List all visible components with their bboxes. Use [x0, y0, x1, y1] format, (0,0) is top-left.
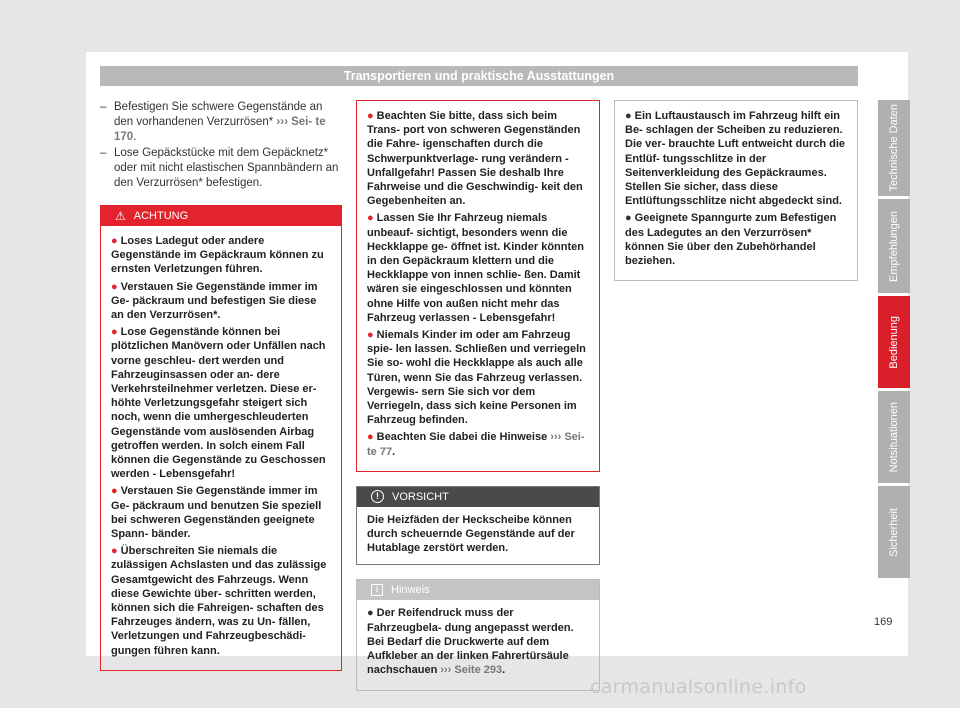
page-number: 169 [874, 616, 893, 628]
bullet-dot-icon: ● [367, 431, 374, 444]
tab-sicherheit[interactable] [878, 486, 910, 578]
bullet-text: Lassen Sie Ihr Fahrzeug niemals unbeauf- sichtigt, besonders wenn die Heckklappe ge- öffnet ist. Kinder könnten in den Gepäckraum klettern und die Heckklappe von innen schlie- ßen. Damit wären sie eingeschlossen und könnten ohne Hilfe von außen nicht mehr das Fahrzeug verlassen - Lebensgefahr! [367, 212, 584, 324]
caution-circle-icon: ! [371, 490, 384, 503]
page-reference-link[interactable]: ››› Sei- te 77 [367, 431, 585, 458]
bullet-dot-icon: ● [111, 235, 118, 247]
achtung-header [101, 206, 341, 226]
bullet-item [367, 606, 589, 677]
bullet-text: Der Reifendruck muss der Fahrzeugbela- dung angepasst werden. Bei Bedarf die Druckwerte auf dem Aufkleber an der linken Fahrertürsäule nachschauen [367, 607, 574, 677]
achtung-continued-box [356, 100, 600, 472]
bullet-tail: . [392, 445, 396, 458]
bullet-text: Ein Luftaustausch im Fahrzeug hilft ein Be- schlagen der Scheiben zu reduzieren. Die ver- brauchte Luft entweicht durch die Entlüf- tungsschlitze in der Seitenverkleidung des Gepäckraumes. Stellen Sie sicher, dass diese Entlüftungsschlitze nicht abgedeckt sind. [625, 110, 846, 208]
list-item [100, 146, 342, 191]
vorsicht-text: Die Heizfäden der Heckscheibe können durch scheuernde Gegenstände auf der Hutablage zerstört werden. [367, 513, 575, 555]
section-header: Transportieren und praktische Ausstattungen [100, 66, 858, 86]
hinweis-box [356, 579, 600, 690]
tab-label: Notsituationen [888, 401, 900, 473]
bullet-tail: . [502, 664, 506, 677]
tab-label: Empfehlungen [888, 210, 900, 282]
vorsicht-box [356, 486, 600, 566]
hinweis-continued-body [615, 101, 857, 280]
bullet-text: Loses Ladegut oder andere Gegenstände im Gepäckraum können zu ernsten Verletzungen führen. [111, 235, 324, 276]
list-item-text: Befestigen Sie schwere Gegenstände an den vorhandenen Verzurrösen* [114, 101, 323, 128]
chapter-tabs [878, 100, 910, 581]
bullet-dot-icon: ● [111, 545, 118, 558]
watermark: carmanualsonline.info [590, 676, 807, 698]
bullet-item [111, 544, 331, 658]
column-3 [614, 100, 858, 281]
page-reference-link[interactable]: ››› Seite 293 [440, 664, 503, 677]
tab-bedienung[interactable] [878, 296, 910, 388]
bullet-item [367, 109, 589, 208]
bullet-item [367, 328, 589, 427]
bullet-dot-icon: ● [625, 212, 632, 225]
page-reference-link[interactable]: ››› Sei- te 170 [114, 116, 326, 143]
bullet-item [625, 211, 847, 268]
warning-triangle-icon: ⚠ [115, 209, 126, 223]
achtung-body [101, 226, 341, 670]
list-item-text: Lose Gepäckstücke mit dem Gepäcknetz* oder mit nicht elastischen Spannbändern an den Verzurrösen* befestigen. [114, 147, 339, 189]
bullet-text: Niemals Kinder im oder am Fahrzeug spie- len lassen. Schließen und verriegeln Sie so- wohl die Heckklappe als auch alle Türen, wenn Sie das Fahrzeug verlassen. Vergewis- sern Sie sich vor dem Verriegeln, dass sich keine Personen im Fahrzeug befinden. [367, 329, 586, 427]
bullet-text: Verstauen Sie Gegenstände immer im Ge- päckraum und benutzen Sie speziell bei schweren Gegenständen geeignete Spann- bänder. [111, 485, 322, 541]
achtung-box [100, 205, 342, 671]
bullet-item [111, 234, 331, 277]
info-note-icon: i [371, 584, 383, 596]
bullet-dot-icon: ● [111, 485, 118, 498]
bullet-item [111, 484, 331, 541]
tab-label: Sicherheit [888, 507, 900, 557]
bullet-item [625, 109, 847, 208]
achtung-continued-body [357, 101, 599, 471]
vorsicht-title: VORSICHT [392, 490, 449, 503]
hinweis-title: Hinweis [391, 584, 430, 597]
tab-empfehlungen[interactable] [878, 199, 910, 293]
bullet-text: Beachten Sie bitte, dass sich beim Trans- port von schweren Gegenständen die Fahre- igenschaften durch die Schwerpunktverlage- rung verändern - Unfallgefahr! Passen Sie deshalb Ihre Fahrweise und die Geschwindig- keit den Gegebenheiten an. [367, 110, 583, 208]
column-2 [356, 100, 600, 691]
column-1 [100, 100, 342, 671]
bullet-dot-icon: ● [367, 212, 374, 225]
bullet-dot-icon: ● [625, 110, 632, 122]
hinweis-header [357, 580, 599, 600]
bullet-text: Geeignete Spanngurte zum Befestigen des Ladegutes an den Verzurrösen* können Sie über den Zubehörhandel beziehen. [625, 212, 837, 268]
bullet-dot-icon: ● [367, 329, 374, 342]
list-item [100, 100, 342, 145]
tab-notsituationen[interactable] [878, 391, 910, 483]
hinweis-body [357, 600, 599, 689]
bullet-text: Beachten Sie dabei die Hinweise [376, 431, 551, 444]
tab-label: Technische Daten [888, 104, 900, 192]
hinweis-continued-box [614, 100, 858, 281]
achtung-title: ACHTUNG [133, 210, 189, 222]
bullet-text: Lose Gegenstände können bei plötzlichen Manövern oder Unfällen nach vorne geschleu- dert werden und Fahrzeuginsassen oder an- dere Verkehrsteilnehmer verletzen. Diese er- höhte Verletzungsgefahr steigert sich noch, wenn die umhergeschleuderten Gegenstände vom auslösenden Airbag getroffen werden. In solch einem Fall können die Gegenstände zu Geschossen werden - Lebensgefahr! [111, 326, 326, 481]
bullet-dot-icon: ● [111, 280, 118, 293]
bullet-item [367, 430, 589, 458]
dash-marker: – [100, 101, 107, 113]
bullet-item [111, 325, 331, 481]
bullet-text: Überschreiten Sie niemals die zulässigen Achslasten und das zulässige Gesamtgewicht des Fahrzeugs. Wenn diese Gewichte über- schritten werden, können sich die Fahreigen- schaften des Fahrzeuges ändern, was zu Un- fällen, Verletzungen und Fahrzeugbeschädi- gungen führen kann. [111, 545, 327, 657]
tab-technische-daten[interactable] [878, 100, 910, 196]
list-item-tail: . [133, 131, 137, 143]
bullet-text: Verstauen Sie Gegenstände immer im Ge- päckraum und befestigen Sie diese an den Verzurrösen*. [111, 280, 318, 322]
bullet-item [111, 280, 331, 323]
bullet-item [367, 211, 589, 325]
vorsicht-header [357, 487, 599, 507]
tab-label: Bedienung [888, 315, 900, 369]
bullet-dot-icon: ● [367, 607, 374, 620]
bullet-dot-icon: ● [111, 326, 118, 339]
dash-marker: – [100, 147, 107, 159]
bullet-dot-icon: ● [367, 110, 374, 122]
